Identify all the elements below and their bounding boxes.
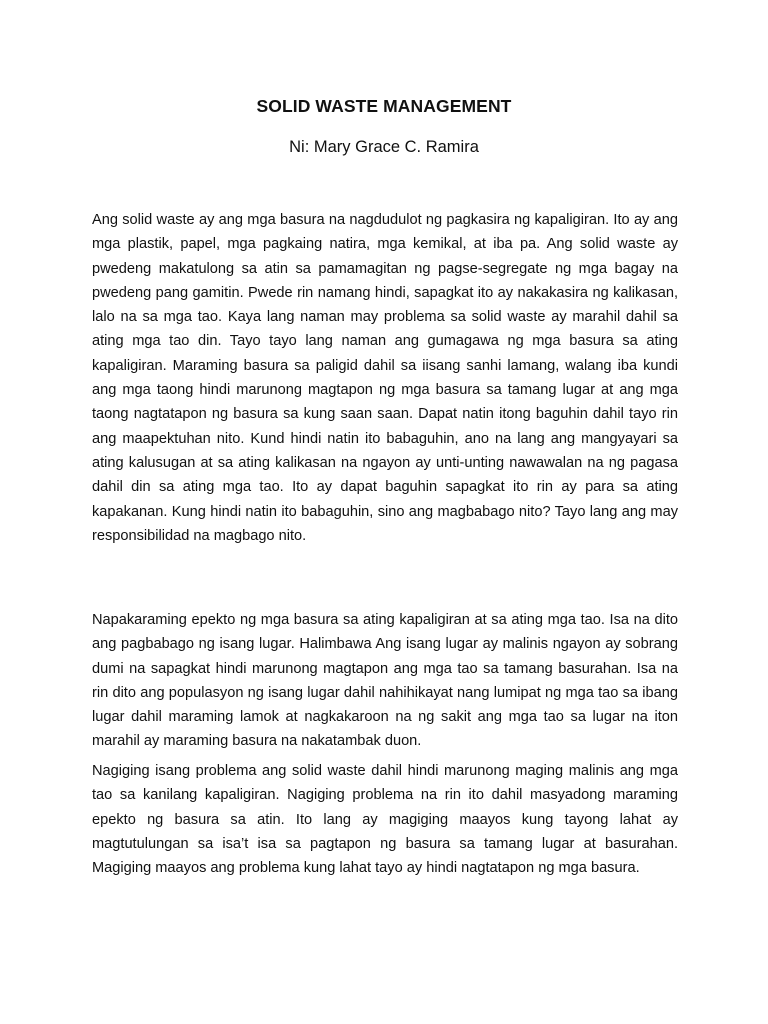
paragraph-2: Napakaraming epekto ng mga basura sa ating kapaligiran at sa ating mga tao. Isa na dito ang pagbabago ng isang lugar. Halimbawa Ang isang lugar ay malinis ngayon ay sobrang dumi na sapagkat hindi marunong magtapon ang mga tao sa tamang basurahan. Isa na rin dito ang populasyon ng isang lugar dahil nahihikayat nang lumipat ng mga tao sa ibang lugar dahil maraming lamok at nagkakaroon na ng sakit ang mga tao sa lugar na iton marahil ay maraming basura na nakatambak duon. — [92, 612, 678, 750]
paragraph-3: Nagiging isang problema ang solid waste dahil hindi marunong maging malinis ang mga tao sa kanilang kapaligiran. Nagiging problema na rin ito dahil masyadong maraming epekto ng basura sa atin. Ito lang ay magiging maayos kung tayong lahat ay magtutulungan sa isa’t isa sa pagtapon ng basura sa tamang lugar at basurahan. Magiging maayos ang problema kung lahat tayo ay hindi nagtatapon ng mga basura. — [92, 763, 678, 877]
paragraph-1: Ang solid waste ay ang mga basura na nagdudulot ng pagkasira ng kapaligiran. Ito ay ang mga plastik, papel, mga pagkaing natira, mga kemikal, at iba pa. Ang solid waste ay pwedeng makatulong sa atin sa pamamagitan ng pagse-segregate ng mga bagay na pwedeng pang gamitin. Pwede rin namang hindi, sapagkat ito ay nakakasira ng kalikasan, lalo na sa mga tao. Kaya lang naman may problema sa solid waste ay marahil dahil sa ating mga tao din. Tayo tayo lang naman ang gumagawa ng mga basura sa ating kapaligiran. Maraming basura sa paligid dahil sa iisang sanhi lamang, walang iba kundi ang mga taong hindi marunong magtapon ng mga basura sa tamang lugar at ang mga taong nagtatapon ng basura sa kung saan saan. Dapat natin itong baguhin dahil tayo rin ang maapektuhan nito. Kund hindi natin ito babaguhin, ano na lang ang mangyayari sa ating kalusugan at sa ating kalikasan na ngayon ay unti-unting nawawalan na ng pagasa dahil din sa ating mga tao. Ito ay dapat baguhin sapagkat ito rin ay para sa ating kapakanan. Kung hindi natin ito babaguhin, sino ang magbabago nito? Tayo lang ang may responsibilidad na magbago nito. — [92, 212, 678, 544]
document-title: SOLID WASTE MANAGEMENT — [256, 96, 512, 116]
document-author: Ni: Mary Grace C. Ramira — [289, 138, 479, 156]
